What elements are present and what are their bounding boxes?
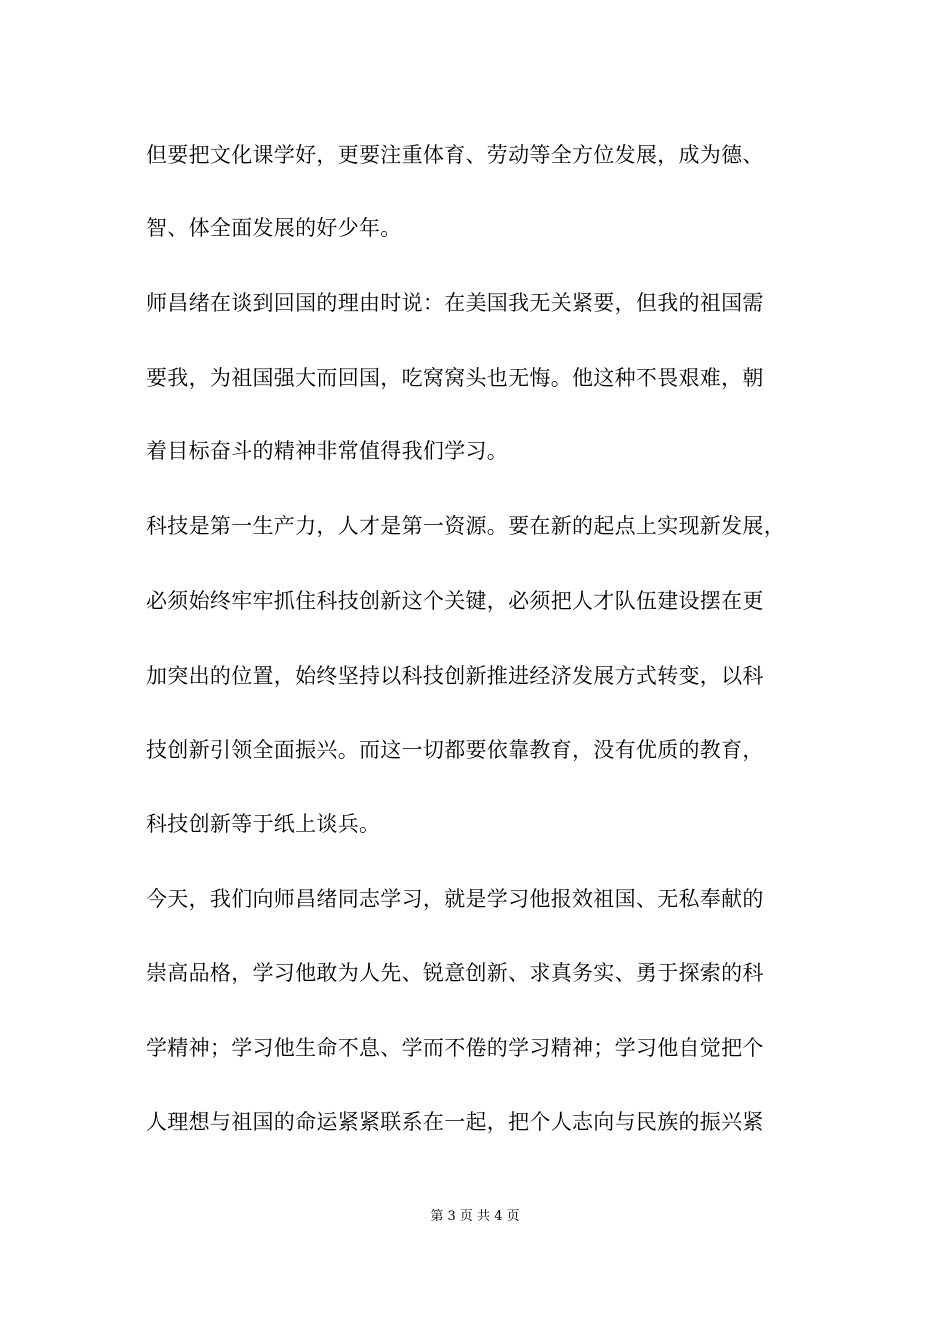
paragraph-line: 人理想与祖国的命运紧紧联系在一起，把个人志向与民族的振兴紧	[146, 1110, 764, 1134]
paragraph-line: 必须始终牢牢抓住科技创新这个关键，必须把人才队伍建设摆在更	[146, 589, 764, 613]
paragraph-line: 崇高品格，学习他敢为人先、锐意创新、求真务实、勇于探索的科	[146, 961, 764, 985]
paragraph-line: 科技创新等于纸上谈兵。	[146, 812, 381, 836]
paragraph-line: 加突出的位置，始终坚持以科技创新推进经济发展方式转变，以科	[146, 664, 764, 688]
page-number: 第 3 页 共 4 页	[430, 1209, 520, 1224]
paragraph-line: 但要把文化课学好，更要注重体育、劳动等全方位发展，成为德、	[146, 143, 764, 167]
paragraph-line: 技创新引领全面振兴。而这一切都要依靠教育，没有优质的教育，	[146, 738, 764, 762]
paragraph-line: 今天，我们向师昌绪同志学习，就是学习他报效祖国、无私奉献的	[146, 887, 764, 911]
paragraph-line: 学精神；学习他生命不息、学而不倦的学习精神；学习他自觉把个	[146, 1036, 764, 1060]
paragraph-line: 科技是第一生产力，人才是第一资源。要在新的起点上实现新发展，	[146, 514, 785, 538]
page-footer	[0, 1208, 950, 1226]
paragraph-line: 智、体全面发展的好少年。	[146, 216, 402, 240]
paragraph-line: 着目标奋斗的精神非常值得我们学习。	[146, 439, 509, 463]
paragraph-line: 要我，为祖国强大而回国，吃窝窝头也无悔。他这种不畏艰难，朝	[146, 366, 764, 390]
paragraph-line: 师昌绪在谈到回国的理由时说：在美国我无关紧要，但我的祖国需	[146, 291, 764, 315]
